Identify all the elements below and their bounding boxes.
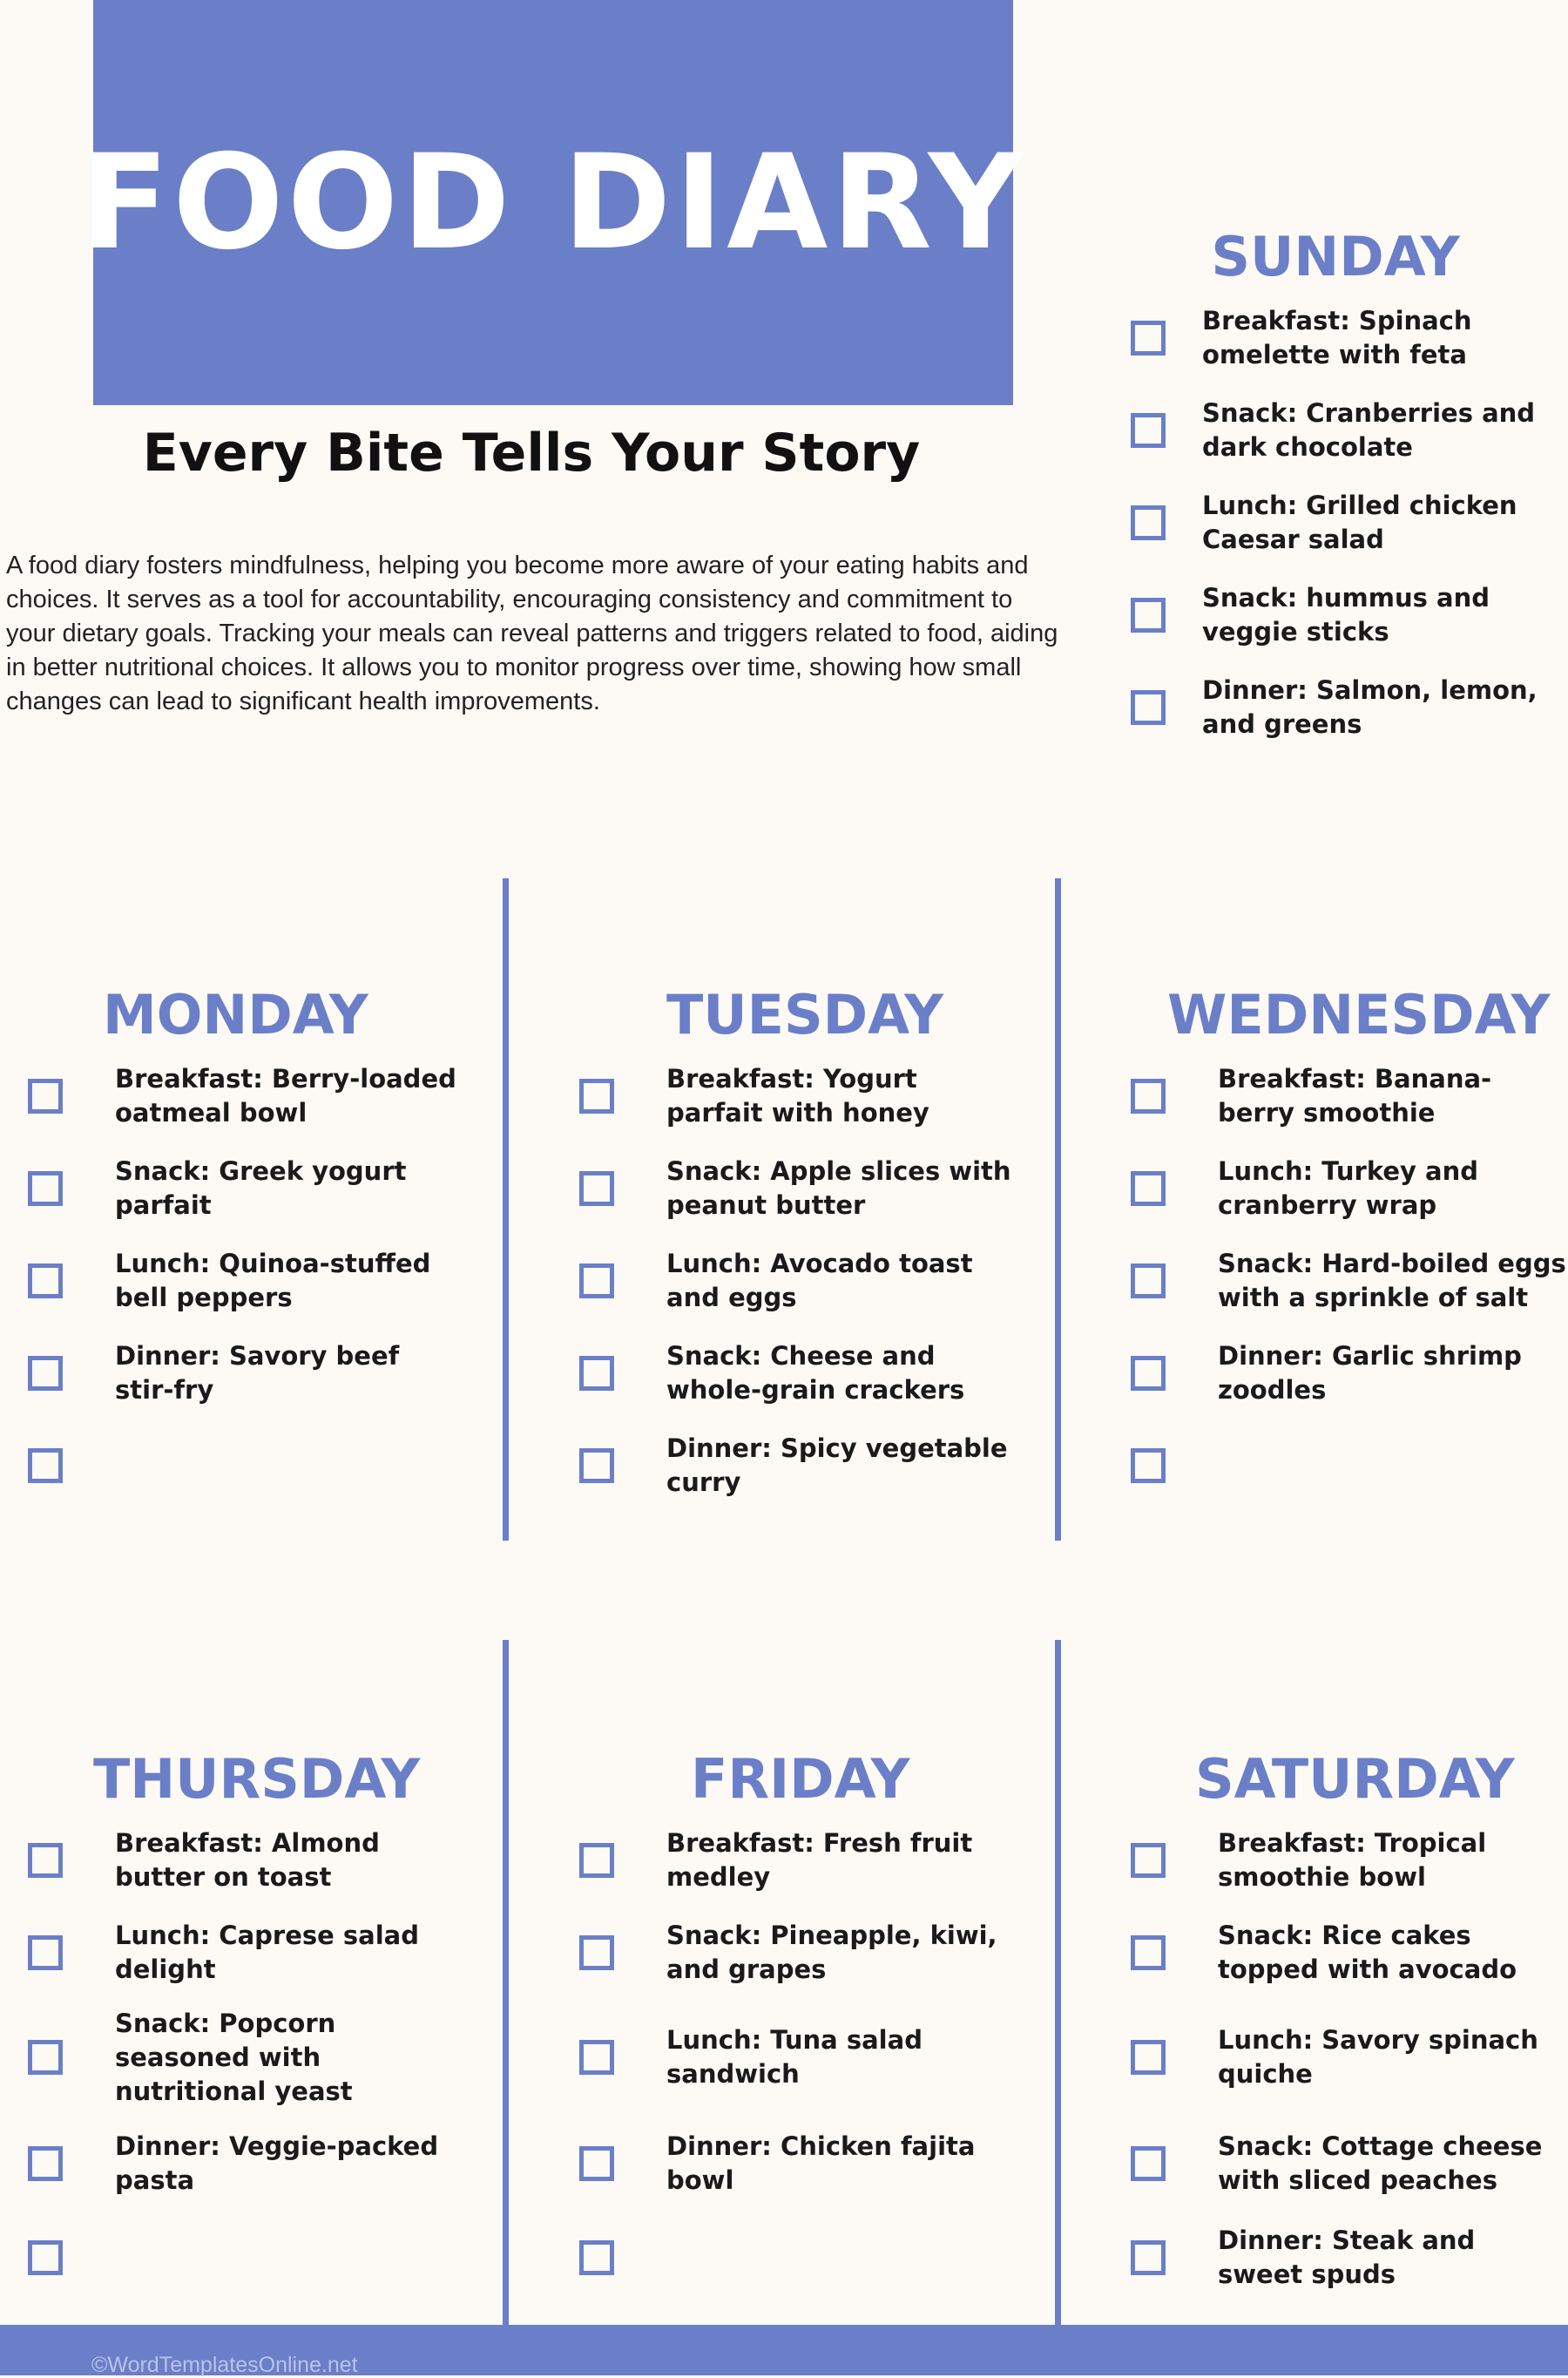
meal-label: Lunch: Turkey and cranberry wrap: [1218, 1156, 1478, 1220]
meal-checkbox[interactable]: [1131, 690, 1166, 725]
day-section-tuesday: [579, 972, 1067, 1512]
meal-label: Snack: Popcorn seasoned with nutritional yeast: [115, 2008, 353, 2106]
meal-label: Breakfast: Tropical smoothie bowl: [1218, 1828, 1487, 1892]
meal-item: [1131, 292, 1568, 384]
day-section-friday: [579, 1736, 1067, 2304]
page-subtitle: Every Bite Tells Your Story: [142, 423, 921, 484]
day-section-sunday: [1131, 213, 1568, 754]
meal-label: Dinner: Spicy vegetable curry: [666, 1433, 1008, 1497]
meal-label: Lunch: Quinoa-stuffed bell peppers: [115, 1249, 431, 1312]
meal-item: [1131, 2212, 1568, 2304]
meal-item: [28, 1999, 516, 2116]
meal-checkbox[interactable]: [28, 1356, 63, 1391]
day-title: THURSDAY: [93, 1747, 421, 1811]
meal-checkbox[interactable]: [1131, 1356, 1166, 1391]
meal-checkbox[interactable]: [1131, 1448, 1166, 1483]
day-title: SUNDAY: [1211, 225, 1460, 288]
meal-label: Snack: Pineapple, kiwi, and grapes: [666, 1921, 997, 1984]
day-section-saturday: [1131, 1736, 1568, 2304]
meal-checkbox[interactable]: [579, 1843, 614, 1878]
day-title: SATURDAY: [1195, 1747, 1515, 1811]
meal-item: [1131, 661, 1568, 754]
meal-checkbox[interactable]: [28, 1264, 63, 1298]
meal-item: [1131, 2116, 1568, 2212]
meal-label: Snack: Cheese and whole-grain crackers: [666, 1341, 965, 1405]
meal-item: [28, 1814, 516, 1907]
meal-label: Lunch: Savory spinach quiche: [1218, 2025, 1538, 2089]
meal-item: [1131, 1142, 1568, 1235]
meal-label: Snack: hummus and veggie sticks: [1202, 583, 1490, 647]
meal-item: [1131, 1235, 1568, 1327]
meal-item: [28, 1327, 516, 1419]
meal-label: Dinner: Steak and sweet spuds: [1218, 2226, 1476, 2289]
meal-checkbox[interactable]: [1131, 2040, 1166, 2075]
day-section-monday: [28, 972, 516, 1512]
meal-item: [579, 1907, 1067, 1999]
meal-label: Breakfast: Banana-berry smoothie: [1218, 1064, 1492, 1128]
meal-checkbox[interactable]: [1131, 321, 1166, 356]
meal-item: [579, 1327, 1067, 1419]
meal-label: Breakfast: Yogurt parfait with honey: [666, 1064, 929, 1128]
meal-checkbox[interactable]: [28, 2040, 63, 2075]
meal-item: [1131, 477, 1568, 569]
meal-checkbox[interactable]: [1131, 598, 1166, 633]
meal-item: [1131, 569, 1568, 661]
meal-checkbox[interactable]: [1131, 1079, 1166, 1114]
meal-checkbox[interactable]: [28, 2146, 63, 2181]
meal-checkbox[interactable]: [1131, 1935, 1166, 1970]
meal-checkbox[interactable]: [1131, 2240, 1166, 2275]
meal-label: Snack: Apple slices with peanut butter: [666, 1156, 1011, 1220]
meal-checkbox[interactable]: [579, 2240, 614, 2275]
meal-label: Breakfast: Berry-loaded oatmeal bowl: [115, 1064, 456, 1128]
meal-item: [579, 1419, 1067, 1512]
day-section-thursday: [28, 1736, 516, 2304]
meal-item: [579, 2212, 1067, 2304]
meal-label: Breakfast: Almond butter on toast: [115, 1828, 380, 1892]
meal-label: Snack: Greek yogurt parfait: [115, 1156, 407, 1220]
meal-checkbox[interactable]: [579, 1356, 614, 1391]
meal-label: Dinner: Savory beef stir-fry: [115, 1341, 400, 1405]
day-title: WEDNESDAY: [1167, 983, 1551, 1047]
watermark-text: ©WordTemplatesOnline.net: [91, 2353, 358, 2377]
meal-label: Snack: Rice cakes topped with avocado: [1218, 1921, 1517, 1984]
day-title: MONDAY: [103, 983, 368, 1047]
meal-label: Lunch: Grilled chicken Caesar salad: [1202, 491, 1517, 554]
meal-label: Snack: Hard-boiled eggs with a sprinkle of salt: [1218, 1249, 1566, 1312]
day-section-wednesday: [1131, 972, 1568, 1512]
meal-item: [579, 1050, 1067, 1142]
meal-item: [1131, 1050, 1568, 1142]
meal-item: [1131, 384, 1568, 477]
meal-checkbox[interactable]: [28, 1171, 63, 1206]
meal-label: Dinner: Garlic shrimp zoodles: [1218, 1341, 1522, 1405]
meal-label: Breakfast: Fresh fruit medley: [666, 1828, 973, 1892]
meal-checkbox[interactable]: [1131, 1843, 1166, 1878]
meal-checkbox[interactable]: [579, 1264, 614, 1298]
meal-checkbox[interactable]: [1131, 1171, 1166, 1206]
meal-label: Dinner: Veggie-packed pasta: [115, 2131, 439, 2195]
meal-checkbox[interactable]: [28, 2240, 63, 2275]
meal-label: Lunch: Tuna salad sandwich: [666, 2025, 923, 2089]
meal-label: Snack: Cottage cheese with sliced peaches: [1218, 2131, 1543, 2195]
meal-label: Lunch: Caprese salad delight: [115, 1921, 420, 1984]
meal-item: [28, 2212, 516, 2304]
meal-checkbox[interactable]: [28, 1448, 63, 1483]
meal-item: [28, 1050, 516, 1142]
meal-checkbox[interactable]: [579, 2040, 614, 2075]
meal-item: [28, 1142, 516, 1235]
meal-item: [579, 1235, 1067, 1327]
meal-item: [579, 1999, 1067, 2116]
meal-label: Snack: Cranberries and dark chocolate: [1202, 398, 1536, 462]
title-banner: [79, 0, 1027, 405]
meal-item: [28, 1907, 516, 1999]
meal-checkbox[interactable]: [579, 1448, 614, 1483]
meal-item: [28, 1235, 516, 1327]
meal-item: [1131, 1419, 1568, 1512]
meal-item: [1131, 1327, 1568, 1419]
meal-label: Dinner: Chicken fajita bowl: [666, 2131, 976, 2195]
meal-checkbox[interactable]: [28, 1079, 63, 1114]
meal-item: [579, 2116, 1067, 2212]
meal-checkbox[interactable]: [579, 1171, 614, 1206]
meal-item: [28, 2116, 516, 2212]
meal-label: Dinner: Salmon, lemon, and greens: [1202, 675, 1538, 739]
meal-label: Breakfast: Spinach omelette with feta: [1202, 306, 1472, 369]
day-title: TUESDAY: [666, 983, 944, 1047]
meal-item: [1131, 1907, 1568, 1999]
meal-checkbox[interactable]: [1131, 2146, 1166, 2181]
meal-checkbox[interactable]: [579, 1079, 614, 1114]
meal-item: [579, 1142, 1067, 1235]
meal-label: Lunch: Avocado toast and eggs: [666, 1249, 973, 1312]
intro-paragraph: A food diary fosters mindfulness, helping you become more aware of your eating habits and choices. It serves as a tool for accountability, encouraging consistency and commitment to your dietary goals. Tracking your meals can reveal patterns and triggers related to food, aiding in better nutritional choices. It allows you to monitor progress over time, showing how small changes can lead to significant health improvements.: [6, 552, 1058, 715]
meal-checkbox[interactable]: [1131, 505, 1166, 540]
meal-item: [1131, 1814, 1568, 1907]
meal-item: [28, 1419, 516, 1512]
meal-checkbox[interactable]: [1131, 413, 1166, 448]
day-title: FRIDAY: [691, 1747, 910, 1811]
meal-checkbox[interactable]: [579, 2146, 614, 2181]
meal-checkbox[interactable]: [28, 1843, 63, 1878]
meal-item: [1131, 1999, 1568, 2116]
meal-checkbox[interactable]: [28, 1935, 63, 1970]
meal-checkbox[interactable]: [1131, 1264, 1166, 1298]
page-title: FOOD DIARY: [79, 126, 1027, 279]
meal-item: [579, 1814, 1067, 1907]
meal-checkbox[interactable]: [579, 1935, 614, 1970]
